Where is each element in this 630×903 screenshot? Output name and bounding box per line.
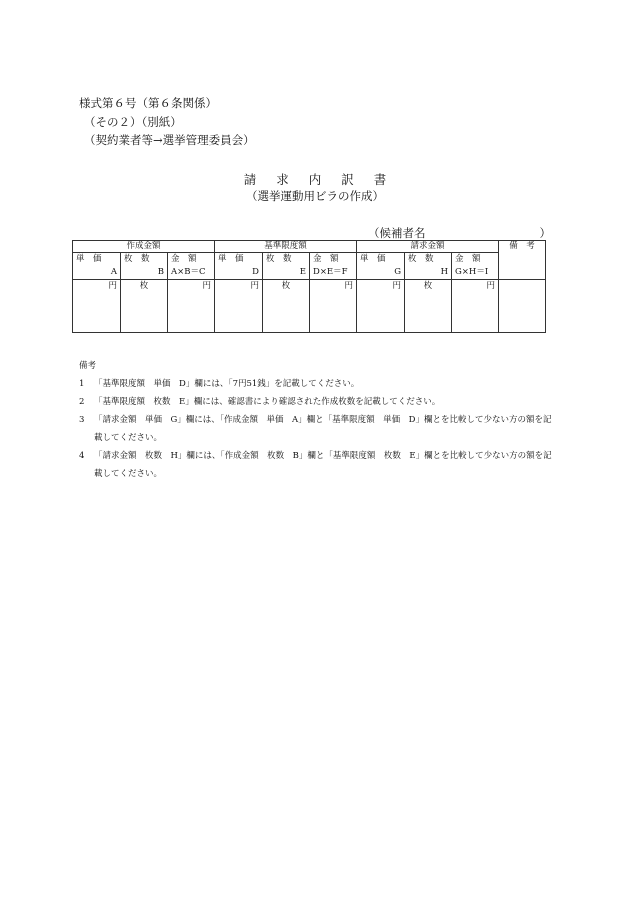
note-text: 「基準限度額 単価 D」欄には、「7円51銭」を記載してください。: [94, 379, 360, 389]
form-direction: （契約業者等→選挙管理委員会）: [84, 133, 255, 147]
cell-quantity-b[interactable]: 枚: [121, 280, 168, 333]
page-title: 請求内訳書: [243, 172, 407, 187]
cell-unit-price-d[interactable]: 円: [215, 280, 263, 333]
note-item: [79, 411, 554, 447]
group-header-production: 作成金額: [73, 241, 215, 253]
col-header-amount-c: 金 額 A×B＝C: [168, 253, 215, 280]
note-number: 1: [79, 379, 85, 389]
col-header-unit-price-a: 単 価 A: [73, 253, 121, 280]
notes-section: [79, 357, 554, 483]
cell-amount-i[interactable]: 円: [452, 280, 499, 333]
note-text: 「請求金額 枚数 H」欄には、「作成金額 枚数 B」欄と「基準限度額 枚数 E」欄とを比較して少ない方の額を記載してください。: [94, 451, 552, 479]
note-number: 3: [79, 415, 85, 425]
form-sub-number: （その２）（別紙）: [84, 115, 182, 129]
form-number: 様式第６号（第６条関係）: [79, 96, 217, 110]
note-number: 4: [79, 451, 85, 461]
cell-unit-price-a[interactable]: 円: [73, 280, 121, 333]
note-text: 「基準限度額 枚数 E」欄には、確認書により確認された作成枚数を記載してください。: [94, 397, 441, 407]
note-item: [79, 375, 554, 393]
note-number: 2: [79, 397, 85, 407]
remarks-header: 備 考: [499, 241, 546, 280]
col-header-amount-i: 金 額 G×H＝I: [452, 253, 499, 280]
cell-quantity-e[interactable]: 枚: [263, 280, 310, 333]
cell-quantity-h[interactable]: 枚: [405, 280, 452, 333]
col-header-unit-price-g: 単 価 G: [357, 253, 405, 280]
col-header-amount-f: 金 額 D×E＝F: [310, 253, 357, 280]
group-header-claim: 請求金額: [357, 241, 499, 253]
notes-heading: 備考: [79, 361, 97, 371]
group-header-limit: 基準限度額: [215, 241, 357, 253]
col-header-unit-price-d: 単 価 D: [215, 253, 263, 280]
candidate-name-field[interactable]: [368, 225, 551, 241]
note-item: [79, 393, 554, 411]
col-header-quantity-e: 枚 数 E: [263, 253, 310, 280]
cell-remarks[interactable]: [499, 280, 546, 333]
note-item: [79, 447, 554, 483]
page-subtitle: （選挙運動用ビラの作成）: [246, 189, 384, 203]
cell-unit-price-g[interactable]: 円: [357, 280, 405, 333]
breakdown-table: [72, 240, 546, 333]
candidate-name-label: （候補者名: [368, 226, 426, 240]
cell-amount-f[interactable]: 円: [310, 280, 357, 333]
candidate-name-close: ）: [539, 226, 551, 240]
note-text: 「請求金額 単価 G」欄には、「作成金額 単価 A」欄と「基準限度額 単価 D」欄とを比較して少ない方の額を記載してください。: [94, 415, 552, 443]
col-header-quantity-h: 枚 数 H: [405, 253, 452, 280]
cell-amount-c[interactable]: 円: [168, 280, 215, 333]
col-header-quantity-b: 枚 数 B: [121, 253, 168, 280]
